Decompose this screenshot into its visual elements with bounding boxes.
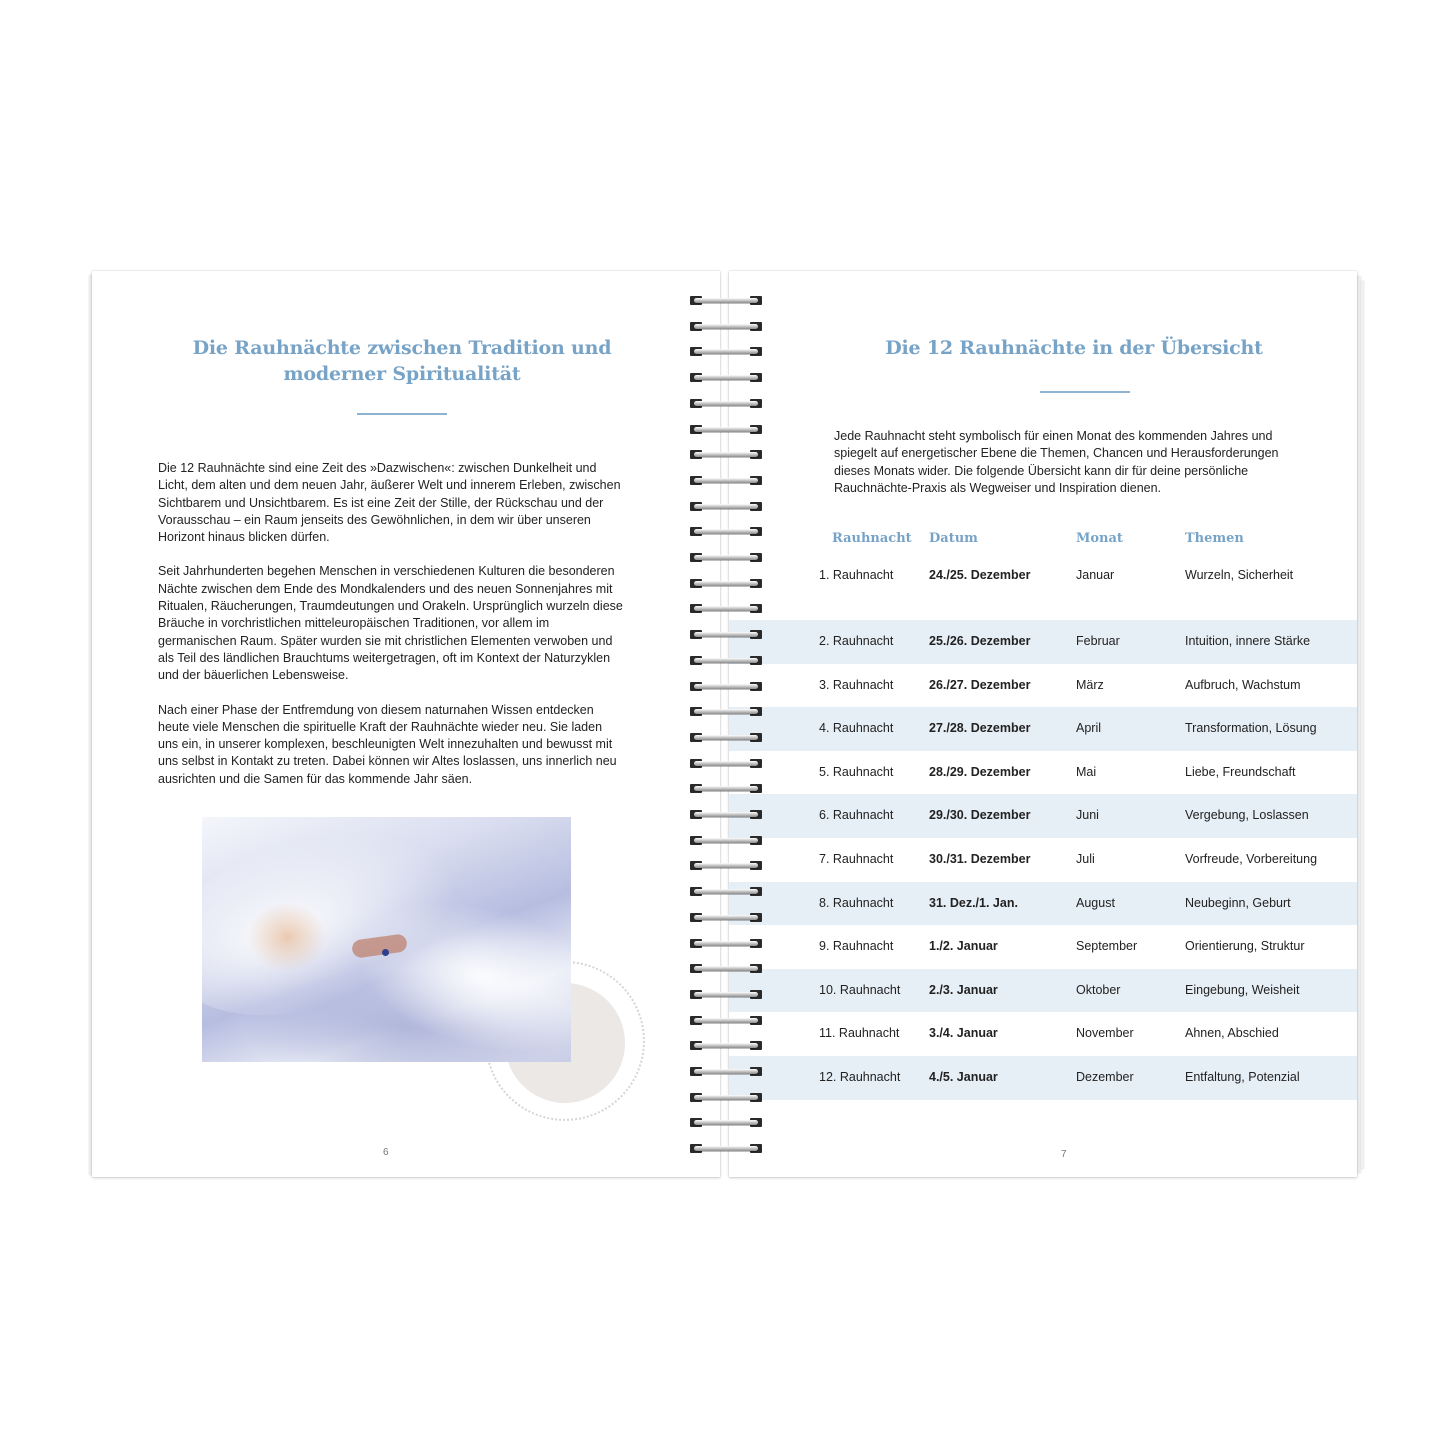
left-body-text — [158, 460, 624, 805]
spiral-coil — [688, 707, 764, 717]
spiral-coil — [688, 476, 764, 486]
cell-monat: Januar — [1076, 568, 1115, 582]
paragraph: Nach einer Phase der Entfremdung von diesem naturnahen Wissen entdecken heute viele Menschen die spirituelle Kraft der Rauhnächte wieder neu. Sie laden uns ein, in unserer komplexen, beschleunigten Welt innezuhalten und bewusst mit uns selbst in Kontakt zu treten. Dabei können wir Altes loslassen, uns innerlich neu ausrichten und die Samen für das kommende Jahr säen. — [158, 702, 617, 786]
spiral-coil — [688, 630, 764, 640]
table-row — [729, 925, 1357, 969]
cell-themen: Liebe, Freundschaft — [1185, 764, 1296, 779]
left-page — [92, 271, 720, 1177]
cell-rauhnacht: 10. Rauhnacht — [819, 982, 901, 997]
paragraph: Seit Jahrhunderten begehen Menschen in verschiedenen Kulturen die besonderen Nächte zwischen dem Ende des Mondkalenders und des neuen Sonnenjahres mit Ritualen, Räucherungen, Traumdeutungen und Orakeln. Ursprünglich wurzeln diese Bräuche in vorchristlichen mitteleuropäischen Traditionen, vor allem im germanischen Raum. Später wurden sie mit christlichen Elementen verwoben und als Teil des ländlichen Brauchtums weitergetragen, oft im Kontext der Naturzyklen und der bäuerlichen Lebensweise. — [158, 564, 623, 683]
cell-datum: 2./3. Januar — [929, 982, 998, 997]
cell-rauhnacht: 5. Rauhnacht — [819, 764, 894, 779]
table-row — [729, 707, 1357, 751]
header-monat: Monat — [1076, 531, 1123, 546]
cell-datum: 30./31. Dezember — [929, 851, 1031, 866]
spiral-coil — [688, 733, 764, 743]
spiral-coil — [688, 656, 764, 666]
table-row — [729, 620, 1357, 664]
table-row — [729, 1012, 1357, 1056]
cell-themen: Transformation, Lösung — [1185, 721, 1317, 736]
page-number: 6 — [383, 1147, 389, 1158]
table-row — [729, 664, 1357, 708]
spiritual-photo — [202, 817, 571, 1062]
cell-monat: Mai — [1076, 764, 1097, 779]
cell-themen: Ahnen, Abschied — [1185, 1026, 1279, 1041]
cell-rauhnacht: 6. Rauhnacht — [819, 808, 894, 823]
table-row — [729, 882, 1357, 926]
title-underline — [357, 413, 447, 415]
cell-rauhnacht: 1. Rauhnacht — [819, 568, 894, 582]
spiral-coil — [688, 1093, 764, 1103]
intro-paragraph: Jede Rauhnacht steht symbolisch für einen Monat des kommenden Jahres und spiegelt auf energetischer Ebene die Themen, Chancen und Herausforderungen dieses Monats wider. Die folgende Übersicht kann dir für deine persönliche Rauchnächte-Praxis als Wegweiser und Inspiration dienen. — [834, 429, 1279, 495]
cell-monat: Februar — [1076, 634, 1120, 648]
spiral-coil — [688, 784, 764, 794]
cell-rauhnacht: 8. Rauhnacht — [819, 895, 894, 910]
spiral-coil — [688, 399, 764, 409]
rauhnaechte-table — [729, 525, 1357, 1100]
paragraph: Die 12 Rauhnächte sind eine Zeit des »Dazwischen«: zwischen Dunkelheit und Licht, dem alten und dem neuen Jahr, äußerer Welt und innerem Erleben, zwischen Sichtbarem und Unsichtbarem. Es ist eine Zeit der Stille, der Rückschau und der Vorausschau – ein Raum jenseits des Gewöhnlichen, in dem wir über unseren Horizont hinaus blicken dürfen. — [158, 461, 621, 545]
cell-monat: Juli — [1076, 851, 1095, 866]
cell-rauhnacht: 7. Rauhnacht — [819, 851, 894, 866]
table-row — [729, 969, 1357, 1013]
spiral-binding — [688, 296, 764, 1156]
cell-rauhnacht: 12. Rauhnacht — [819, 1069, 901, 1084]
right-page-title: Die 12 Rauhnächte in der Übersicht — [885, 337, 1263, 359]
cell-rauhnacht: 3. Rauhnacht — [819, 677, 894, 692]
header-datum: Datum — [929, 531, 978, 546]
cell-themen: Intuition, innere Stärke — [1185, 634, 1311, 648]
cell-themen: Vergebung, Loslassen — [1185, 808, 1309, 823]
header-rauhnacht: Rauhnacht — [832, 531, 912, 546]
spiral-coil — [688, 759, 764, 769]
cell-themen: Eingebung, Weisheit — [1185, 982, 1300, 997]
cell-themen: Entfaltung, Potenzial — [1185, 1069, 1300, 1084]
spiral-coil — [688, 322, 764, 332]
spiral-coil — [688, 1067, 764, 1077]
table-row — [729, 1056, 1357, 1100]
spiral-coil — [688, 553, 764, 563]
header-themen: Themen — [1185, 531, 1244, 546]
title-underline — [1040, 391, 1130, 393]
cell-rauhnacht: 2. Rauhnacht — [819, 634, 894, 648]
spiral-coil — [688, 502, 764, 512]
cell-datum: 27./28. Dezember — [929, 721, 1031, 736]
spiral-coil — [688, 682, 764, 692]
left-title-line-1: Die Rauhnächte zwischen Tradition und — [192, 337, 612, 359]
cell-rauhnacht: 4. Rauhnacht — [819, 721, 894, 736]
spiral-coil — [688, 990, 764, 1000]
table-body — [729, 559, 1357, 1100]
cell-monat: März — [1076, 677, 1104, 692]
cell-datum: 24./25. Dezember — [929, 568, 1031, 582]
spiral-coil — [688, 450, 764, 460]
left-page-title — [152, 335, 652, 387]
page-number: 7 — [1061, 1149, 1067, 1160]
table-row — [729, 838, 1357, 882]
cell-datum: 4./5. Januar — [929, 1069, 998, 1084]
spiral-coil — [688, 579, 764, 589]
cell-monat: September — [1076, 939, 1138, 954]
cell-themen: Aufbruch, Wachstum — [1185, 677, 1301, 692]
spiral-coil — [688, 425, 764, 435]
spiral-coil — [688, 296, 764, 306]
spiral-coil — [688, 939, 764, 949]
cell-themen: Neubeginn, Geburt — [1185, 895, 1291, 910]
spiral-coil — [688, 861, 764, 871]
cell-datum: 3./4. Januar — [929, 1026, 998, 1041]
intro-text — [834, 428, 1304, 514]
spiral-coil — [688, 1041, 764, 1051]
spiral-coil — [688, 527, 764, 537]
cell-themen: Vorfreude, Vorbereitung — [1185, 851, 1318, 866]
cell-monat: Oktober — [1076, 982, 1121, 997]
cell-datum: 26./27. Dezember — [929, 677, 1031, 692]
spiral-coil — [688, 810, 764, 820]
spiral-coil — [688, 964, 764, 974]
spiral-coil — [688, 604, 764, 614]
spiral-coil — [688, 887, 764, 897]
table-row — [729, 559, 1357, 620]
cell-themen: Wurzeln, Sicherheit — [1185, 568, 1294, 582]
spiral-coil — [688, 836, 764, 846]
cell-monat: August — [1076, 895, 1115, 910]
cell-datum: 25./26. Dezember — [929, 634, 1031, 648]
spiral-coil — [688, 347, 764, 357]
right-page — [729, 271, 1357, 1177]
cell-monat: November — [1076, 1026, 1134, 1041]
cell-monat: April — [1076, 721, 1102, 736]
cell-datum: 31. Dez./1. Jan. — [929, 895, 1018, 910]
table-header — [729, 525, 1357, 559]
cell-monat: Dezember — [1076, 1069, 1134, 1084]
cell-rauhnacht: 11. Rauhnacht — [819, 1026, 900, 1041]
cell-themen: Orientierung, Struktur — [1185, 939, 1305, 954]
cell-monat: Juni — [1076, 808, 1099, 823]
cell-rauhnacht: 9. Rauhnacht — [819, 939, 894, 954]
page-stack-edge-right-back — [1361, 281, 1364, 1169]
cell-datum: 1./2. Januar — [929, 939, 998, 954]
cell-datum: 29./30. Dezember — [929, 808, 1031, 823]
spiral-coil — [688, 373, 764, 383]
cell-datum: 28./29. Dezember — [929, 764, 1031, 779]
table-row — [729, 794, 1357, 838]
spiral-coil — [688, 913, 764, 923]
left-title-line-2: moderner Spiritualität — [283, 363, 521, 385]
spiral-coil — [688, 1016, 764, 1026]
spiral-coil — [688, 1144, 764, 1154]
table-row — [729, 751, 1357, 795]
spiral-coil — [688, 1118, 764, 1128]
